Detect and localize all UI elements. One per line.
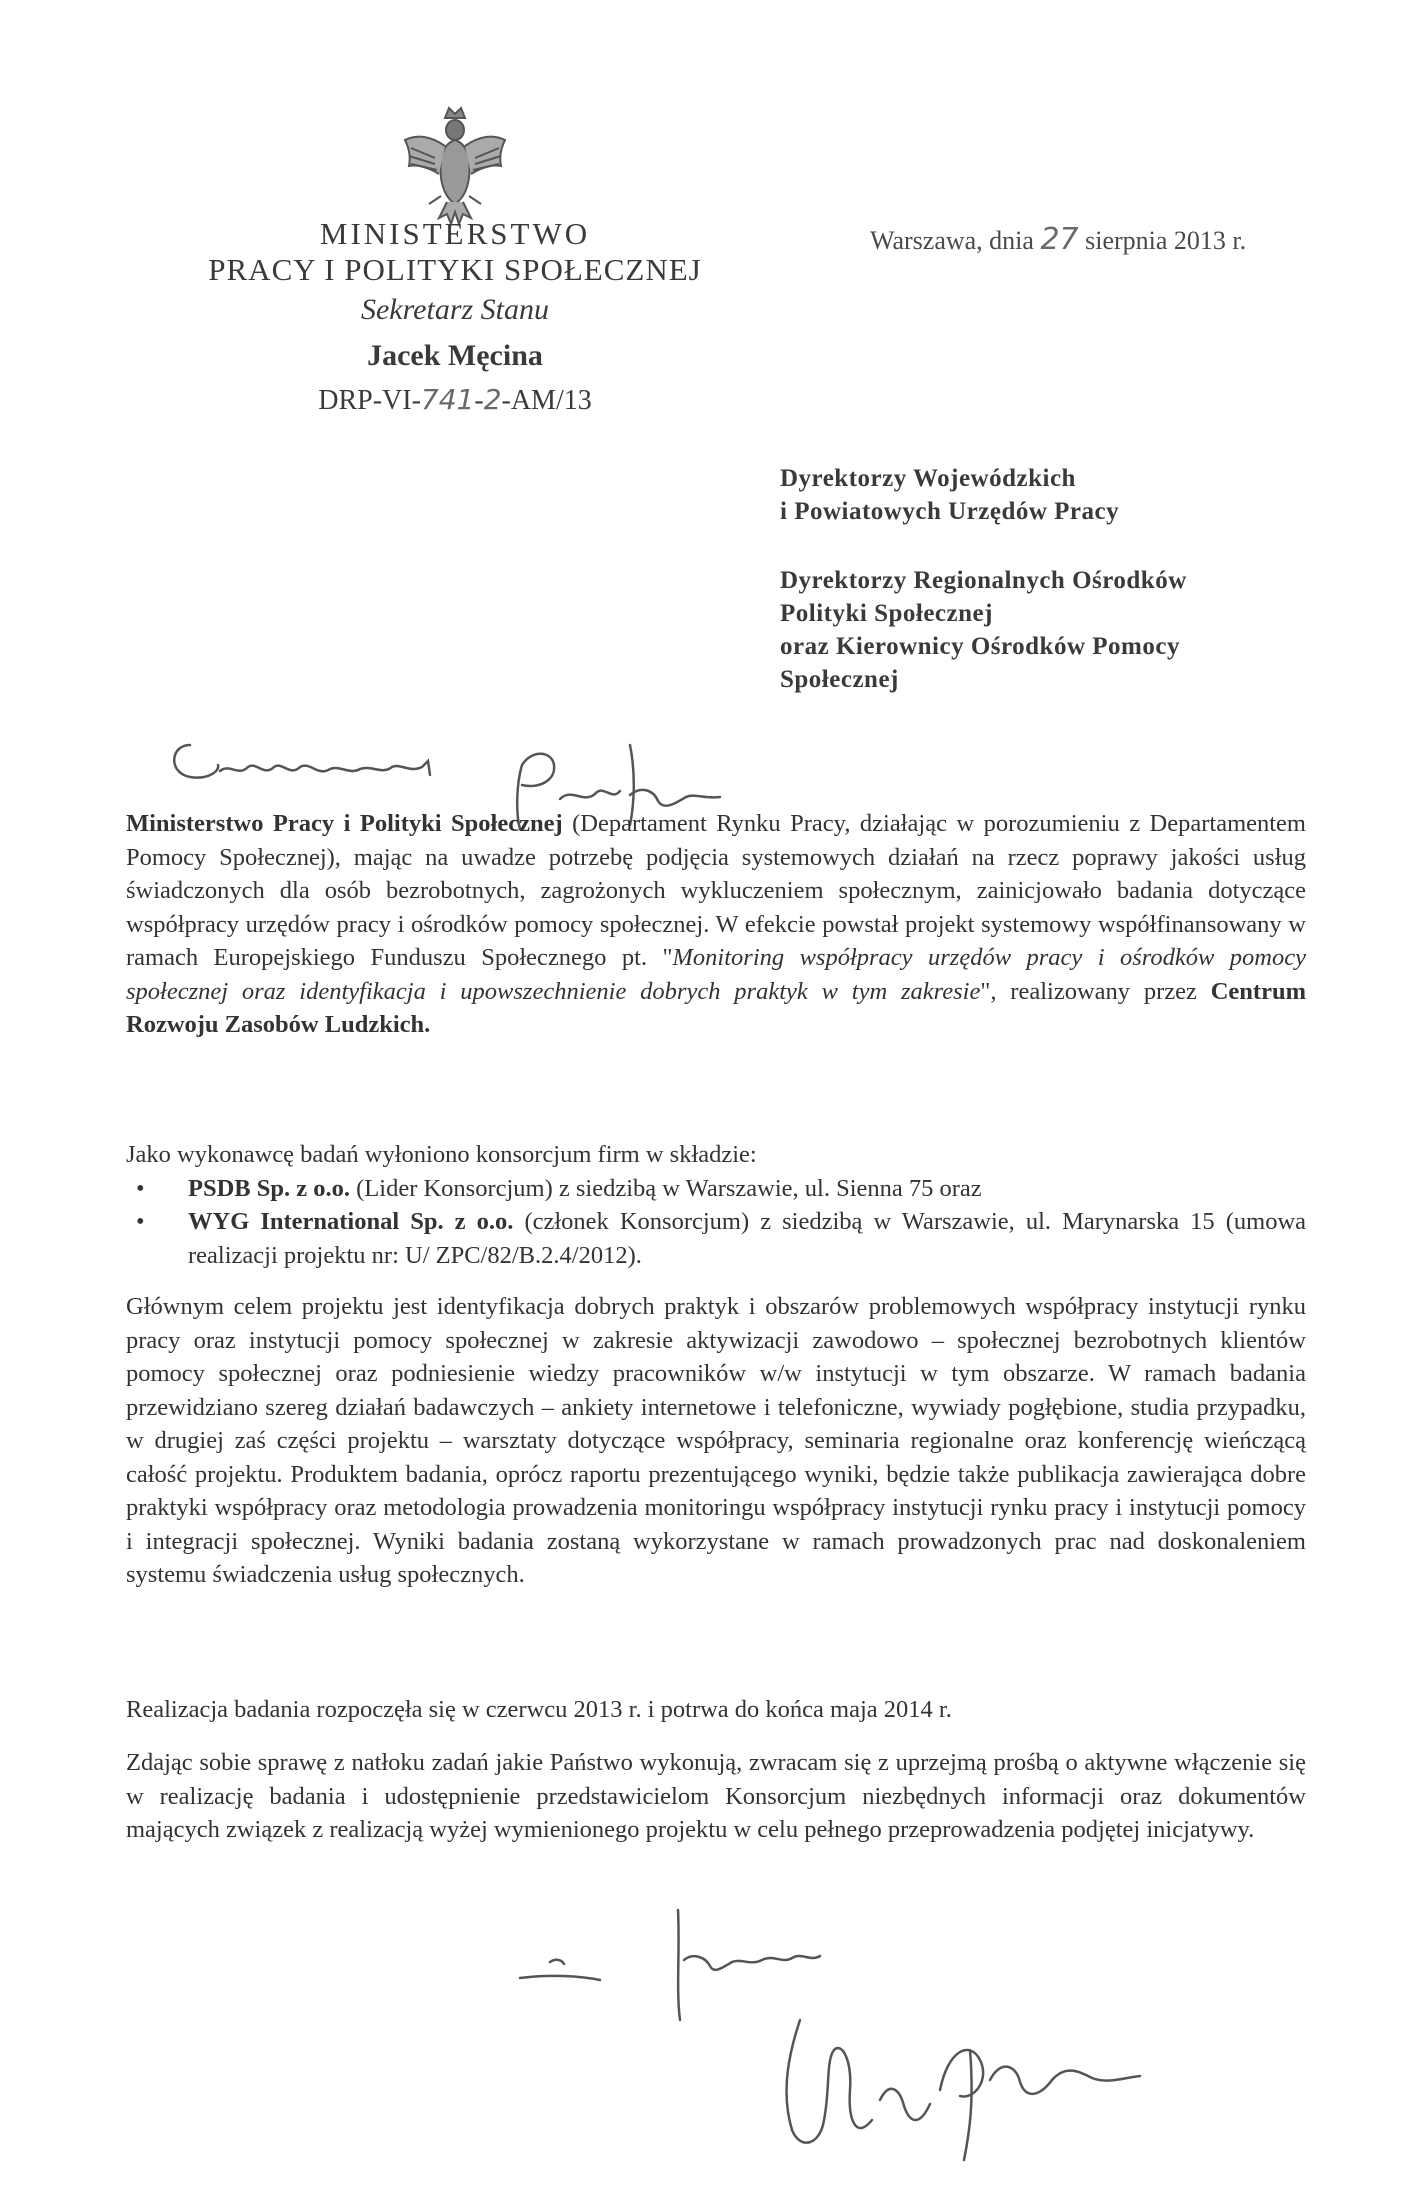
- date-suffix: sierpnia 2013 r.: [1085, 226, 1247, 255]
- reference-prefix: DRP-VI-: [318, 385, 421, 416]
- paragraph-text: Głównym celem projektu jest identyfikacja dobrych praktyk i obszarów problemowych współpracy instytucji rynku pracy oraz instytucji pomocy społecznej w zakresie aktywizacji zawodowo – społecznej bezrobotnych klientów pomocy społecznej oraz podniesienie wiedzy pracowników w/w instytucji w tym obszarze. W ramach badania przewidziano szereg działań badawczych – ankiety internetowe i telefoniczne, wywiady pogłębione, studia przypadku, w drugiej zaś części projektu – warsztaty dotyczące współpracy, seminaria regionalne oraz konferencję wieńczącą całość projektu. Produktem badania, oprócz raportu prezentującego wyniki, będzie także publikacja zawierająca dobre praktyki współpracy oraz metodologia prowadzenia monitoringu współpracy instytucji rynku pracy i instytucji pomocy i integracji społecznej. Wyniki badania zostaną wykorzystane w ramach prowadzonych prac nad doskonaleniem systemu świadczenia usług społecznych.: [126, 1293, 1306, 1588]
- recipients-group-2: [780, 564, 1187, 696]
- date-prefix: Warszawa, dnia: [870, 226, 1034, 255]
- paragraph-request: [126, 1746, 1306, 1847]
- polish-eagle-emblem-icon: [395, 100, 515, 230]
- contractor-details: (członek Konsorcjum) z siedzibą w Warszawie, ul. Marynarska 15 (umowa realizacji projektu nr: U/ ZPC/82/B.2.4/2012).: [188, 1208, 1307, 1269]
- reference-number: [150, 382, 760, 419]
- recipient-line: Dyrektorzy Wojewódzkich: [780, 465, 1076, 492]
- paragraph-text: Zdając sobie sprawę z natłoku zadań jakie Państwo wykonują, zwracam się z uprzejmą prośbą o aktywne włączenie się w realizację badania i udostępnienie przedstawicielom Konsorcjum niezbędnych informacji oraz dokumentów mających związek z realizacją wyżej wymienionego projektu w celu pełnego przeprowadzenia podjętej inicjatywy.: [126, 1749, 1306, 1843]
- reference-separator: -: [474, 385, 484, 416]
- handwritten-closing-signature: [500, 1900, 1320, 2180]
- paragraph-text: Realizacja badania rozpoczęła się w czerwcu 2013 r. i potrwa do końca maja 2014 r.: [126, 1696, 952, 1723]
- list-item: [126, 1205, 1306, 1272]
- contractors-list: [126, 1172, 1306, 1273]
- project-title: Monitoring współpracy urzędów pracy i ośrodków pomocy społecznej oraz identyfikacja i upowszechnienie dobrych praktyk w tym zakresie: [126, 944, 1306, 1005]
- paragraph-introduction: [126, 807, 1306, 1042]
- list-item: [126, 1172, 1306, 1206]
- contractors-intro: Jako wykonawcę badań wyłoniono konsorcjum firm w składzie:: [126, 1141, 757, 1168]
- ministry-department: PRACY I POLITYKI SPOŁECZNEJ: [208, 252, 702, 287]
- paragraph-schedule: [126, 1693, 1306, 1727]
- signatory-role: Sekretarz Stanu: [360, 293, 550, 326]
- contractor-details: (Lider Konsorcjum) z siedzibą w Warszawie, ul. Sienna 75 oraz: [350, 1174, 982, 1202]
- recipient-line: Dyrektorzy Regionalnych Ośrodków: [780, 567, 1187, 594]
- paragraph-text: (Departament Rynku Pracy, działając w porozumieniu z Departamentem Pomocy Społecznej), mając na uwadze potrzebę podjęcia systemowych działań na rzecz poprawy jakości usług świadczonych dla osób bezrobotnych, zagrożonych wykluczeniem społecznym, zainicjowało badania dotyczące współpracy urzędów pracy i ośrodków pomocy społecznej. W efekcie powstał projekt systemowy współfinansowany w ramach Europejskiego Funduszu Społecznego pt. ": [126, 810, 1306, 971]
- paragraph-project-goal: [126, 1290, 1306, 1592]
- reference-handwritten-seq: 2: [483, 383, 502, 416]
- paragraph-text: ", realizowany przez: [980, 977, 1211, 1005]
- recipient-line: Społecznej: [780, 666, 899, 693]
- recipient-line: i Powiatowych Urzędów Pracy: [780, 498, 1120, 525]
- implementing-center: Centrum Rozwoju Zasobów Ludzkich.: [126, 977, 1306, 1038]
- recipient-line: Polityki Społecznej: [780, 600, 993, 627]
- bullet-icon: •: [136, 1174, 145, 1202]
- date-day-handwritten: 27: [1040, 222, 1079, 257]
- contractor-name: WYG International Sp. z o.o.: [188, 1208, 514, 1235]
- contractor-name: PSDB Sp. z o.o.: [188, 1174, 351, 1202]
- ministry-mention: Ministerstwo Pracy i Polityki Społecznej: [126, 810, 563, 837]
- paragraph-contractors: [126, 1138, 1306, 1272]
- date-line: [870, 222, 1246, 257]
- ministry-name: MINISTERSTWO: [319, 216, 591, 251]
- recipient-line: oraz Kierownicy Ośrodków Pomocy: [780, 633, 1180, 660]
- reference-handwritten-number: 741: [420, 383, 475, 416]
- recipients-group-1: [780, 462, 1119, 528]
- reference-suffix: -AM/13: [501, 385, 592, 416]
- signatory-name: Jacek Męcina: [367, 339, 543, 372]
- bullet-icon: •: [136, 1208, 145, 1235]
